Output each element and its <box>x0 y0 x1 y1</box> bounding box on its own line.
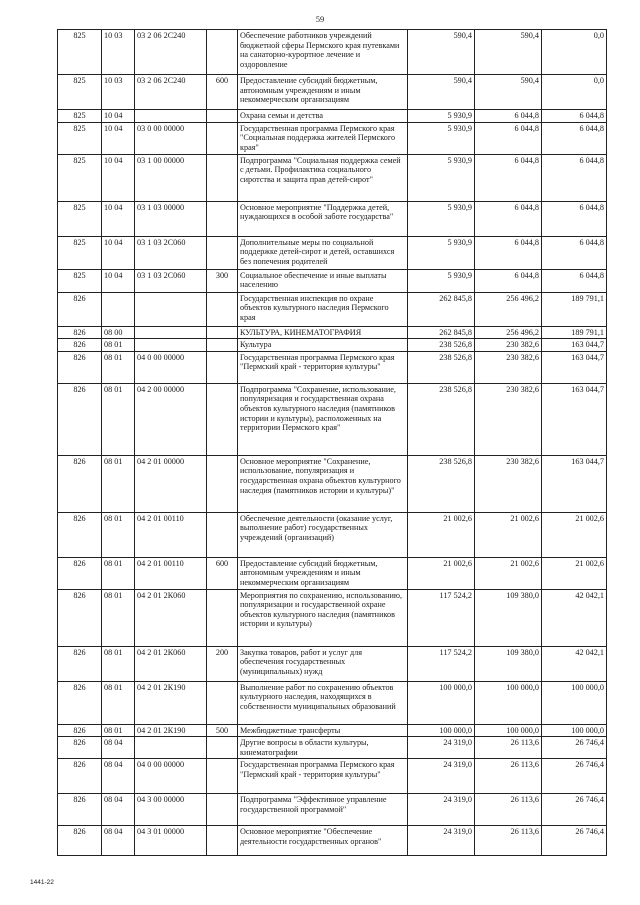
amount-year3-cell: 21 002,6 <box>542 557 607 589</box>
amount-year3-cell: 42 042,1 <box>542 646 607 681</box>
admin-code-cell: 825 <box>58 75 102 110</box>
amount-year3-cell: 163 044,7 <box>542 339 607 352</box>
amount-year3-cell: 6 044,8 <box>542 122 607 154</box>
expense-type-cell <box>207 339 238 352</box>
section-code-cell: 10 03 <box>102 30 135 75</box>
amount-year3-cell: 0,0 <box>542 75 607 110</box>
table-row <box>58 292 607 326</box>
target-article-cell: 04 2 01 00000 <box>135 455 207 512</box>
target-article-cell: 04 2 01 2К060 <box>135 646 207 681</box>
amount-year2-cell: 100 000,0 <box>475 724 542 737</box>
section-code-cell: 08 04 <box>102 826 135 856</box>
item-name-cell: Государственная инспекция по охране объектов культурного наследия Пермского края <box>238 292 408 326</box>
item-name-cell: Государственная программа Пермского края "Социальная поддержка жителей Пермского края" <box>238 122 408 154</box>
expense-type-cell <box>207 826 238 856</box>
amount-year1-cell: 21 002,6 <box>408 512 475 557</box>
amount-year3-cell: 6 044,8 <box>542 110 607 123</box>
target-article-cell: 04 2 01 2К190 <box>135 681 207 724</box>
admin-code-cell: 825 <box>58 236 102 269</box>
amount-year2-cell: 100 000,0 <box>475 681 542 724</box>
expense-type-cell <box>207 110 238 123</box>
section-code-cell: 10 03 <box>102 75 135 110</box>
amount-year3-cell: 26 746,4 <box>542 794 607 826</box>
expense-type-cell <box>207 681 238 724</box>
table-row <box>58 339 607 352</box>
expense-type-cell <box>207 455 238 512</box>
table-row <box>58 826 607 856</box>
amount-year1-cell: 590,4 <box>408 30 475 75</box>
expense-type-cell: 200 <box>207 646 238 681</box>
page-number: 59 <box>315 14 325 24</box>
budget-table <box>57 29 607 856</box>
amount-year1-cell: 5 930,9 <box>408 110 475 123</box>
item-name-cell: Основное мероприятие "Сохранение, использование, популяризация и государственная охрана объектов культурного наследия (памятников истории и культуры)" <box>238 455 408 512</box>
item-name-cell: Социальное обеспечение и иные выплаты населению <box>238 269 408 292</box>
expense-type-cell <box>207 292 238 326</box>
target-article-cell: 04 2 01 00110 <box>135 557 207 589</box>
expense-type-cell: 600 <box>207 75 238 110</box>
item-name-cell: Обеспечение работников учреждений бюджетной сферы Пермского края путевками на санаторно-курортное лечение и оздоровление <box>238 30 408 75</box>
amount-year1-cell: 5 930,9 <box>408 236 475 269</box>
admin-code-cell: 826 <box>58 339 102 352</box>
expense-type-cell <box>207 351 238 383</box>
item-name-cell: Другие вопросы в области культуры, кинематографии <box>238 737 408 759</box>
table-row <box>58 201 607 236</box>
admin-code-cell: 825 <box>58 30 102 75</box>
amount-year2-cell: 26 113,6 <box>475 794 542 826</box>
target-article-cell <box>135 326 207 339</box>
amount-year1-cell: 24 319,0 <box>408 759 475 794</box>
table-row <box>58 646 607 681</box>
item-name-cell: Межбюджетные трансферты <box>238 724 408 737</box>
amount-year1-cell: 590,4 <box>408 75 475 110</box>
amount-year1-cell: 24 319,0 <box>408 737 475 759</box>
admin-code-cell: 826 <box>58 794 102 826</box>
admin-code-cell: 826 <box>58 737 102 759</box>
section-code-cell: 08 01 <box>102 383 135 455</box>
target-article-cell <box>135 292 207 326</box>
amount-year3-cell: 100 000,0 <box>542 681 607 724</box>
section-code-cell: 08 01 <box>102 339 135 352</box>
expense-type-cell <box>207 383 238 455</box>
amount-year1-cell: 117 524,2 <box>408 589 475 646</box>
section-code-cell: 10 04 <box>102 122 135 154</box>
section-code-cell: 08 01 <box>102 351 135 383</box>
amount-year1-cell: 117 524,2 <box>408 646 475 681</box>
section-code-cell: 08 00 <box>102 326 135 339</box>
admin-code-cell: 826 <box>58 383 102 455</box>
amount-year2-cell: 230 382,6 <box>475 455 542 512</box>
amount-year3-cell: 6 044,8 <box>542 201 607 236</box>
target-article-cell <box>135 339 207 352</box>
target-article-cell: 04 3 00 00000 <box>135 794 207 826</box>
item-name-cell: Обеспечение деятельности (оказание услуг, выполнение работ) государственных учреждений (организаций) <box>238 512 408 557</box>
amount-year2-cell: 6 044,8 <box>475 154 542 201</box>
table-row <box>58 351 607 383</box>
amount-year1-cell: 24 319,0 <box>408 826 475 856</box>
item-name-cell: Предоставление субсидий бюджетным, автономным учреждениям и иным некоммерческим организациям <box>238 557 408 589</box>
section-code-cell: 08 01 <box>102 681 135 724</box>
admin-code-cell: 826 <box>58 589 102 646</box>
expense-type-cell <box>207 154 238 201</box>
item-name-cell: Государственная программа Пермского края "Пермский край - территория культуры" <box>238 759 408 794</box>
section-code-cell: 10 04 <box>102 201 135 236</box>
admin-code-cell: 825 <box>58 154 102 201</box>
target-article-cell: 04 0 00 00000 <box>135 351 207 383</box>
table-row <box>58 512 607 557</box>
target-article-cell: 04 2 01 2К060 <box>135 589 207 646</box>
amount-year3-cell: 100 000,0 <box>542 724 607 737</box>
expense-type-cell <box>207 201 238 236</box>
target-article-cell <box>135 737 207 759</box>
table-row <box>58 236 607 269</box>
expense-type-cell <box>207 589 238 646</box>
amount-year1-cell: 5 930,9 <box>408 269 475 292</box>
admin-code-cell: 826 <box>58 292 102 326</box>
amount-year2-cell: 6 044,8 <box>475 110 542 123</box>
amount-year1-cell: 24 319,0 <box>408 794 475 826</box>
amount-year3-cell: 163 044,7 <box>542 351 607 383</box>
amount-year2-cell: 256 496,2 <box>475 292 542 326</box>
amount-year2-cell: 590,4 <box>475 30 542 75</box>
amount-year2-cell: 6 044,8 <box>475 269 542 292</box>
item-name-cell: КУЛЬТУРА, КИНЕМАТОГРАФИЯ <box>238 326 408 339</box>
amount-year3-cell: 6 044,8 <box>542 236 607 269</box>
table-row <box>58 737 607 759</box>
admin-code-cell: 825 <box>58 122 102 154</box>
section-code-cell: 10 04 <box>102 154 135 201</box>
item-name-cell: Культура <box>238 339 408 352</box>
admin-code-cell: 826 <box>58 826 102 856</box>
amount-year2-cell: 6 044,8 <box>475 236 542 269</box>
table-row <box>58 455 607 512</box>
amount-year2-cell: 21 002,6 <box>475 557 542 589</box>
amount-year3-cell: 26 746,4 <box>542 759 607 794</box>
expense-type-cell <box>207 326 238 339</box>
item-name-cell: Охрана семьи и детства <box>238 110 408 123</box>
amount-year2-cell: 230 382,6 <box>475 351 542 383</box>
section-code-cell <box>102 292 135 326</box>
amount-year1-cell: 5 930,9 <box>408 154 475 201</box>
amount-year1-cell: 100 000,0 <box>408 681 475 724</box>
table-row <box>58 154 607 201</box>
target-article-cell: 04 3 01 00000 <box>135 826 207 856</box>
expense-type-cell <box>207 122 238 154</box>
section-code-cell: 10 04 <box>102 236 135 269</box>
admin-code-cell: 825 <box>58 201 102 236</box>
amount-year2-cell: 230 382,6 <box>475 383 542 455</box>
amount-year3-cell: 26 746,4 <box>542 737 607 759</box>
table-row <box>58 794 607 826</box>
admin-code-cell: 825 <box>58 269 102 292</box>
amount-year2-cell: 109 380,0 <box>475 646 542 681</box>
expense-type-cell: 600 <box>207 557 238 589</box>
amount-year3-cell: 0,0 <box>542 30 607 75</box>
target-article-cell: 03 0 00 00000 <box>135 122 207 154</box>
amount-year1-cell: 238 526,8 <box>408 383 475 455</box>
target-article-cell <box>135 110 207 123</box>
item-name-cell: Подпрограмма "Социальная поддержка семей с детьми. Профилактика социального сиротства и защита прав детей-сирот" <box>238 154 408 201</box>
item-name-cell: Предоставление субсидий бюджетным, автономным учреждениям и иным некоммерческим организациям <box>238 75 408 110</box>
target-article-cell: 04 2 00 00000 <box>135 383 207 455</box>
amount-year2-cell: 230 382,6 <box>475 339 542 352</box>
amount-year2-cell: 256 496,2 <box>475 326 542 339</box>
table-row <box>58 269 607 292</box>
target-article-cell: 04 2 01 2К190 <box>135 724 207 737</box>
item-name-cell: Выполнение работ по сохранению объектов культурного наследия, находящихся в собственности муниципальных образований <box>238 681 408 724</box>
amount-year2-cell: 26 113,6 <box>475 737 542 759</box>
amount-year2-cell: 6 044,8 <box>475 122 542 154</box>
amount-year3-cell: 189 791,1 <box>542 326 607 339</box>
amount-year2-cell: 26 113,6 <box>475 759 542 794</box>
section-code-cell: 08 04 <box>102 759 135 794</box>
admin-code-cell: 825 <box>58 110 102 123</box>
admin-code-cell: 826 <box>58 455 102 512</box>
target-article-cell: 03 2 06 2С240 <box>135 75 207 110</box>
item-name-cell: Закупка товаров, работ и услуг для обеспечения государственных (муниципальных) нужд <box>238 646 408 681</box>
target-article-cell: 03 2 06 2С240 <box>135 30 207 75</box>
admin-code-cell: 826 <box>58 326 102 339</box>
section-code-cell: 10 04 <box>102 269 135 292</box>
admin-code-cell: 826 <box>58 557 102 589</box>
amount-year1-cell: 262 845,8 <box>408 292 475 326</box>
section-code-cell: 08 01 <box>102 455 135 512</box>
target-article-cell: 04 2 01 00110 <box>135 512 207 557</box>
amount-year1-cell: 262 845,8 <box>408 326 475 339</box>
amount-year2-cell: 590,4 <box>475 75 542 110</box>
table-row <box>58 75 607 110</box>
amount-year3-cell: 21 002,6 <box>542 512 607 557</box>
admin-code-cell: 826 <box>58 681 102 724</box>
expense-type-cell <box>207 759 238 794</box>
table-row <box>58 557 607 589</box>
target-article-cell: 03 1 03 2С060 <box>135 269 207 292</box>
amount-year2-cell: 6 044,8 <box>475 201 542 236</box>
table-row <box>58 383 607 455</box>
table-row <box>58 681 607 724</box>
table-row <box>58 326 607 339</box>
table-row <box>58 122 607 154</box>
amount-year1-cell: 5 930,9 <box>408 122 475 154</box>
amount-year3-cell: 189 791,1 <box>542 292 607 326</box>
admin-code-cell: 826 <box>58 646 102 681</box>
amount-year2-cell: 21 002,6 <box>475 512 542 557</box>
table-row <box>58 759 607 794</box>
target-article-cell: 04 0 00 00000 <box>135 759 207 794</box>
amount-year1-cell: 238 526,8 <box>408 339 475 352</box>
item-name-cell: Подпрограмма "Эффективное управление государственной программой" <box>238 794 408 826</box>
expense-type-cell <box>207 236 238 269</box>
section-code-cell: 10 04 <box>102 110 135 123</box>
amount-year3-cell: 163 044,7 <box>542 455 607 512</box>
item-name-cell: Мероприятия по сохранению, использованию, популяризации и государственной охране объектов культурного наследия (памятников истории и культуры) <box>238 589 408 646</box>
section-code-cell: 08 01 <box>102 557 135 589</box>
amount-year2-cell: 26 113,6 <box>475 826 542 856</box>
amount-year3-cell: 163 044,7 <box>542 383 607 455</box>
admin-code-cell: 826 <box>58 759 102 794</box>
amount-year1-cell: 21 002,6 <box>408 557 475 589</box>
table-row <box>58 30 607 75</box>
item-name-cell: Основное мероприятие "Обеспечение деятельности государственных органов" <box>238 826 408 856</box>
target-article-cell: 03 1 03 2С060 <box>135 236 207 269</box>
target-article-cell: 03 1 03 00000 <box>135 201 207 236</box>
amount-year3-cell: 6 044,8 <box>542 269 607 292</box>
expense-type-cell: 300 <box>207 269 238 292</box>
footer-code: 1441-22 <box>30 879 54 886</box>
amount-year1-cell: 238 526,8 <box>408 351 475 383</box>
table-row <box>58 110 607 123</box>
amount-year2-cell: 109 380,0 <box>475 589 542 646</box>
amount-year1-cell: 238 526,8 <box>408 455 475 512</box>
item-name-cell: Подпрограмма "Сохранение, использование, популяризация и государственная охрана объектов культурного наследия (памятников истории и культуры), расположенных на территории Пермского края" <box>238 383 408 455</box>
section-code-cell: 08 01 <box>102 724 135 737</box>
admin-code-cell: 826 <box>58 724 102 737</box>
admin-code-cell: 826 <box>58 351 102 383</box>
amount-year1-cell: 100 000,0 <box>408 724 475 737</box>
section-code-cell: 08 04 <box>102 794 135 826</box>
expense-type-cell <box>207 30 238 75</box>
section-code-cell: 08 01 <box>102 512 135 557</box>
section-code-cell: 08 01 <box>102 589 135 646</box>
target-article-cell: 03 1 00 00000 <box>135 154 207 201</box>
expense-type-cell <box>207 737 238 759</box>
expense-type-cell <box>207 794 238 826</box>
section-code-cell: 08 01 <box>102 646 135 681</box>
amount-year1-cell: 5 930,9 <box>408 201 475 236</box>
table-row <box>58 724 607 737</box>
item-name-cell: Государственная программа Пермского края "Пермский край - территория культуры" <box>238 351 408 383</box>
amount-year3-cell: 26 746,4 <box>542 826 607 856</box>
expense-type-cell <box>207 512 238 557</box>
expense-type-cell: 500 <box>207 724 238 737</box>
section-code-cell: 08 04 <box>102 737 135 759</box>
amount-year3-cell: 42 042,1 <box>542 589 607 646</box>
amount-year3-cell: 6 044,8 <box>542 154 607 201</box>
table-row <box>58 589 607 646</box>
item-name-cell: Основное мероприятие "Поддержка детей, нуждающихся в особой заботе государства" <box>238 201 408 236</box>
admin-code-cell: 826 <box>58 512 102 557</box>
item-name-cell: Дополнительные меры по социальной поддержке детей-сирот и детей, оставшихся без попечения родителей <box>238 236 408 269</box>
table-body <box>58 30 607 856</box>
